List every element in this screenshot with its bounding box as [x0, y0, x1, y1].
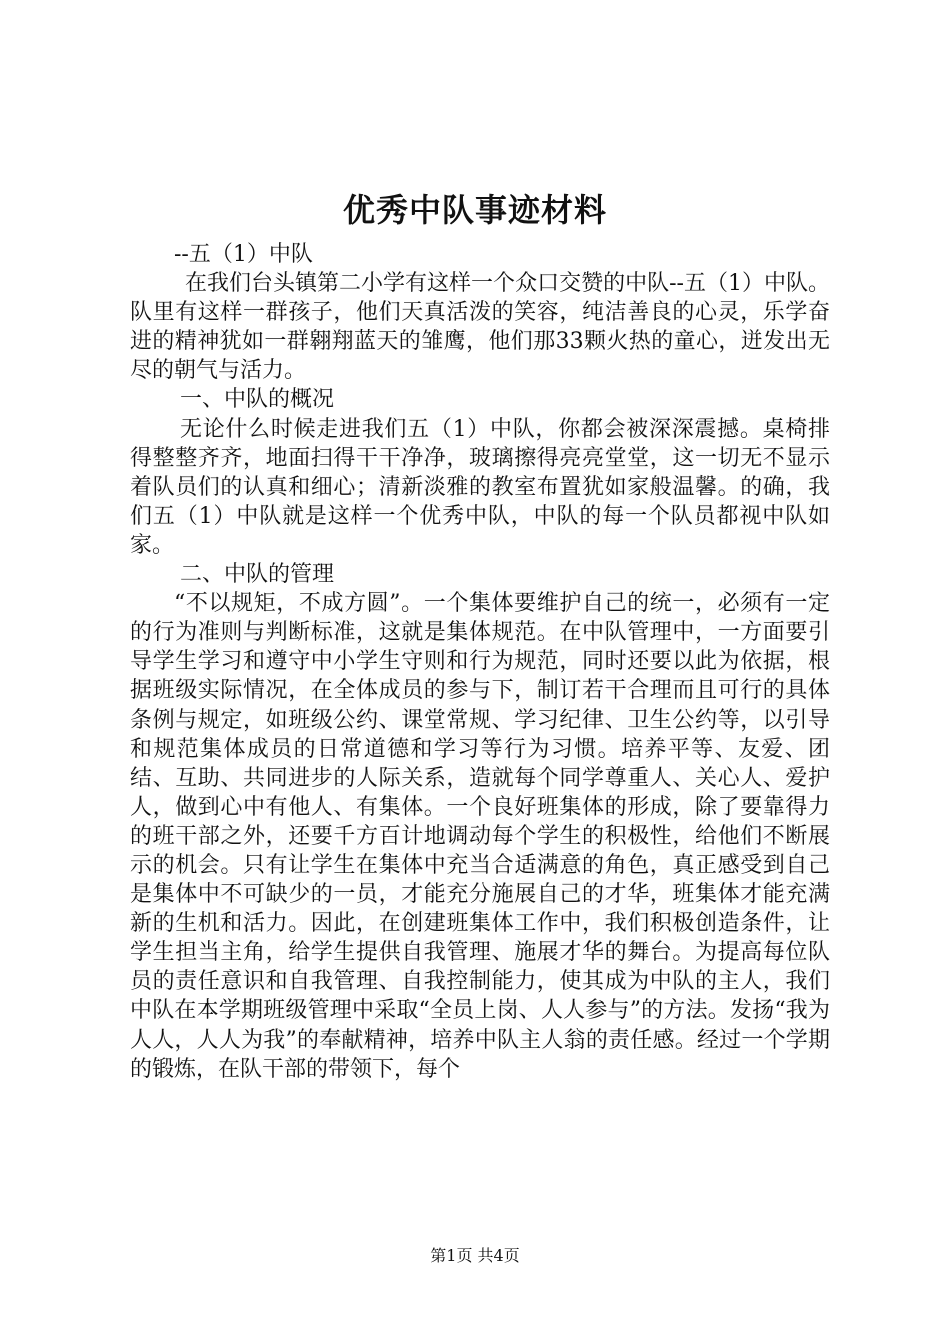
page-footer: 第1页 共4页	[430, 1246, 520, 1265]
paragraph-management: “不以规矩，不成方圆”。一个集体要维护自己的统一，必须有一定的行为准则与判断标准，这就是集体规范。在中队管理中，一方面要引导学生学习和遵守中小学生守则和行为规范，同时还要以此为依据，根据班级实际情况，在全体成员的参与下，制订若干合理而且可行的具体条例与规定，如班级公约、课堂常规、学习纪律、卫生公约等，以引导和规范集体成员的日常道德和学习等行为习惯。培养平等、友爱、团结、互助、共同进步的人际关系，造就每个同学尊重人、关心人、爱护人，做到心中有他人、有集体。一个良好班集体的形成，除了要靠得力的班干部之外，还要千方百计地调动每个学生的积极性，给他们不断展示的机会。只有让学生在集体中充当合适满意的角色，真正感受到自己是集体中不可缺少的一员，才能充分施展自己的才华，班集体才能充满新的生机和活力。因此，在创建班集体工作中，我们积极创造条件，让学生担当主角，给学生提供自我管理、施展才华的舞台。为提高每位队员的责任意识和自我管理、自我控制能力，使其成为中队的主人，我们中队在本学期班级管理中采取“全员上岗、人人参与”的方法。发扬“我为人人，人人为我”的奉献精神，培养中队主人翁的责任感。经过一个学期的锻炼，在队干部的带领下，每个	[130, 591, 830, 1082]
section-heading-overview: 一、中队的概况	[180, 387, 335, 413]
document-subtitle: --五（1）中队	[174, 242, 313, 267]
document-body	[130, 240, 830, 1084]
section-heading-management: 二、中队的管理	[180, 562, 335, 588]
document-title: 优秀中队事迹材料	[342, 191, 607, 229]
paragraph-intro: 在我们台头镇第二小学有这样一个众口交赞的中队--五（1）中队。队里有这样一群孩子，他们天真活泼的笑容，纯洁善良的心灵，乐学奋进的精神犹如一群翱翔蓝天的雏鹰，他们那33颗火热的童心，迸发出无尽的朝气与活力。	[130, 271, 830, 384]
paragraph-overview: 无论什么时候走进我们五（1）中队，你都会被深深震撼。桌椅排得整整齐齐，地面扫得干干净净，玻璃擦得亮亮堂堂，这一切无不显示着队员们的认真和细心；清新淡雅的教室布置犹如家般温馨。的确，我们五（1）中队就是这样一个优秀中队，中队的每一个队员都视中队如家。	[130, 416, 830, 558]
